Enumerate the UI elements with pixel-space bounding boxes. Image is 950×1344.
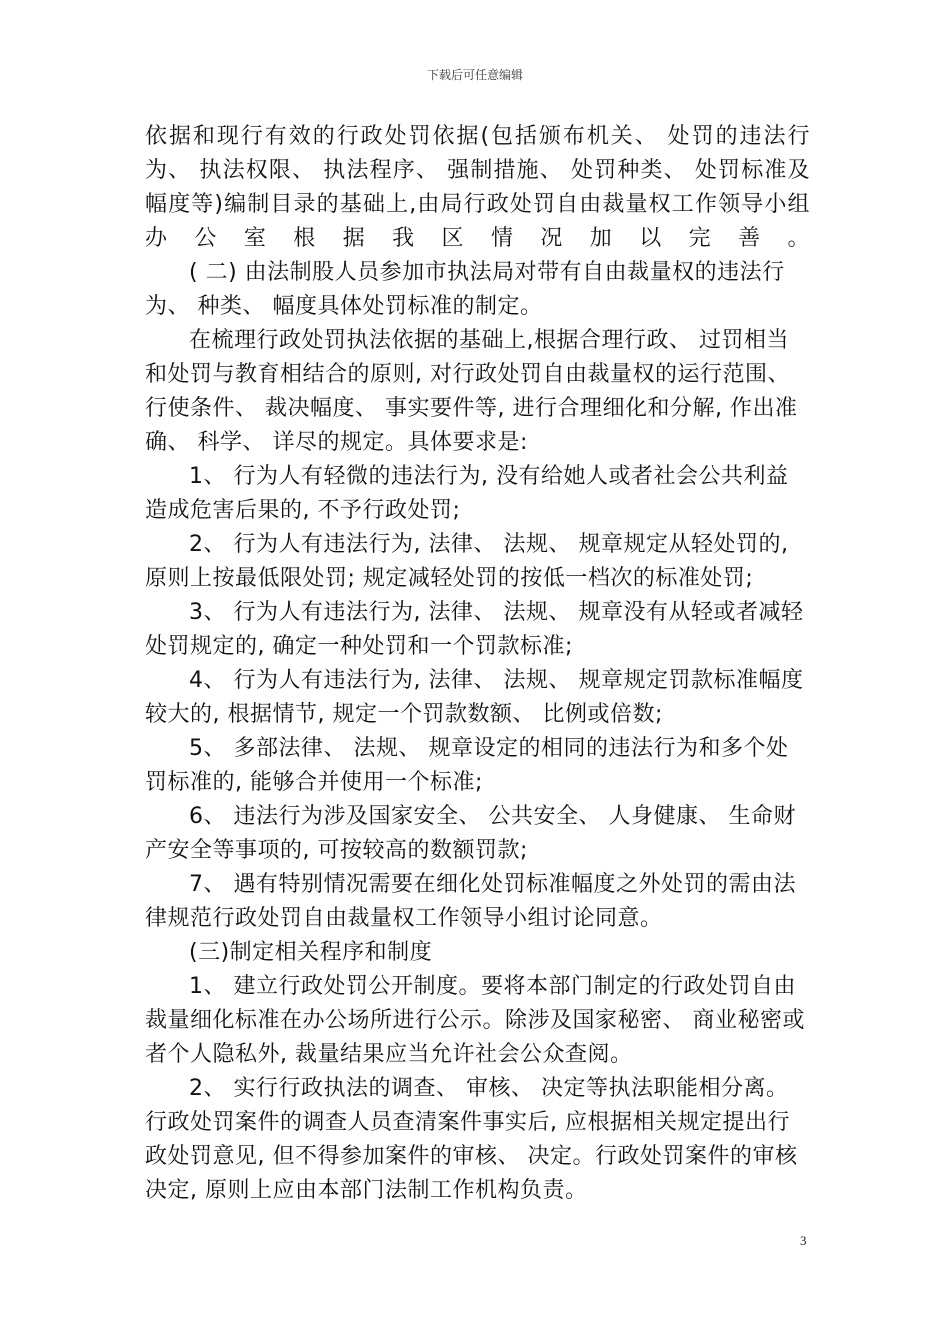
list-item: 6、 违法行为涉及国家安全、 公共安全、 人身健康、 生命财产安全等事项的, 可按较高的数额罚款; [145,804,796,863]
paragraph-continuation: 依据和现行有效的行政处罚依据(包括颁布机关、 处罚的违法行为、 执法权限、 执法程序、 强制措施、 处罚种类、 处罚标准及幅度等)编制目录的基础上,由局行政处罚自由裁量权工作领导小组办公室根据我区情况加以完善。 [145,124,810,251]
list-item: 4、 行为人有违法行为, 法律、 法规、 规章规定罚款标准幅度较大的, 根据情节, 规定一个罚款数额、 比例或倍数; [145,668,804,727]
list-item: 1、 建立行政处罚公开制度。要将本部门制定的行政处罚自由裁量细化标准在办公场所进行公示。除涉及国家秘密、 商业秘密或者个人隐私外, 裁量结果应当允许社会公众查阅。 [145,974,805,1067]
document-body [145,120,810,1208]
list-item: 1、 行为人有轻微的违法行为, 没有给她人或者社会公共利益造成危害后果的, 不予行政处罚; [145,464,789,523]
paragraph-section-two: ( 二) 由法制股人员参加市执法局对带有自由裁量权的违法行为、 种类、 幅度具体处罚标准的制定。 [145,260,785,319]
paragraph-principles: 在梳理行政处罚执法依据的基础上,根据合理行政、 过罚相当和处罚与教育相结合的原则, 对行政处罚自由裁量权的运行范围、 行使条件、 裁决幅度、 事实要件等, 进行合理细化和分解, 作出准确、 科学、 详尽的规定。具体要求是: [145,328,798,455]
list-item: 2、 实行行政执法的调查、 审核、 决定等执法职能相分离。行政处罚案件的调查人员查清案件事实后, 应根据相关规定提出行政处罚意见, 但不得参加案件的审核、 决定。行政处罚案件的审核决定, 原则上应由本部门法制工作机构负责。 [145,1076,798,1203]
page-number: 3 [800,1233,807,1248]
page-header: 下载后可任意编辑 [426,68,523,82]
list-item: 3、 行为人有违法行为, 法律、 法规、 规章没有从轻或者减轻处罚规定的, 确定一种处罚和一个罚款标准; [145,600,804,659]
list-item: 7、 遇有特别情况需要在细化处罚标准幅度之外处罚的需由法律规范行政处罚自由裁量权工作领导小组讨论同意。 [145,872,796,931]
list-item: 2、 行为人有违法行为, 法律、 法规、 规章规定从轻处罚的, 原则上按最低限处罚; 规定减轻处罚的按低一档次的标准处罚; [145,532,789,591]
section-heading: (三)制定相关程序和制度 [189,940,433,965]
list-item: 5、 多部法律、 法规、 规章设定的相同的违法行为和多个处罚标准的, 能够合并使用一个标准; [145,736,789,795]
